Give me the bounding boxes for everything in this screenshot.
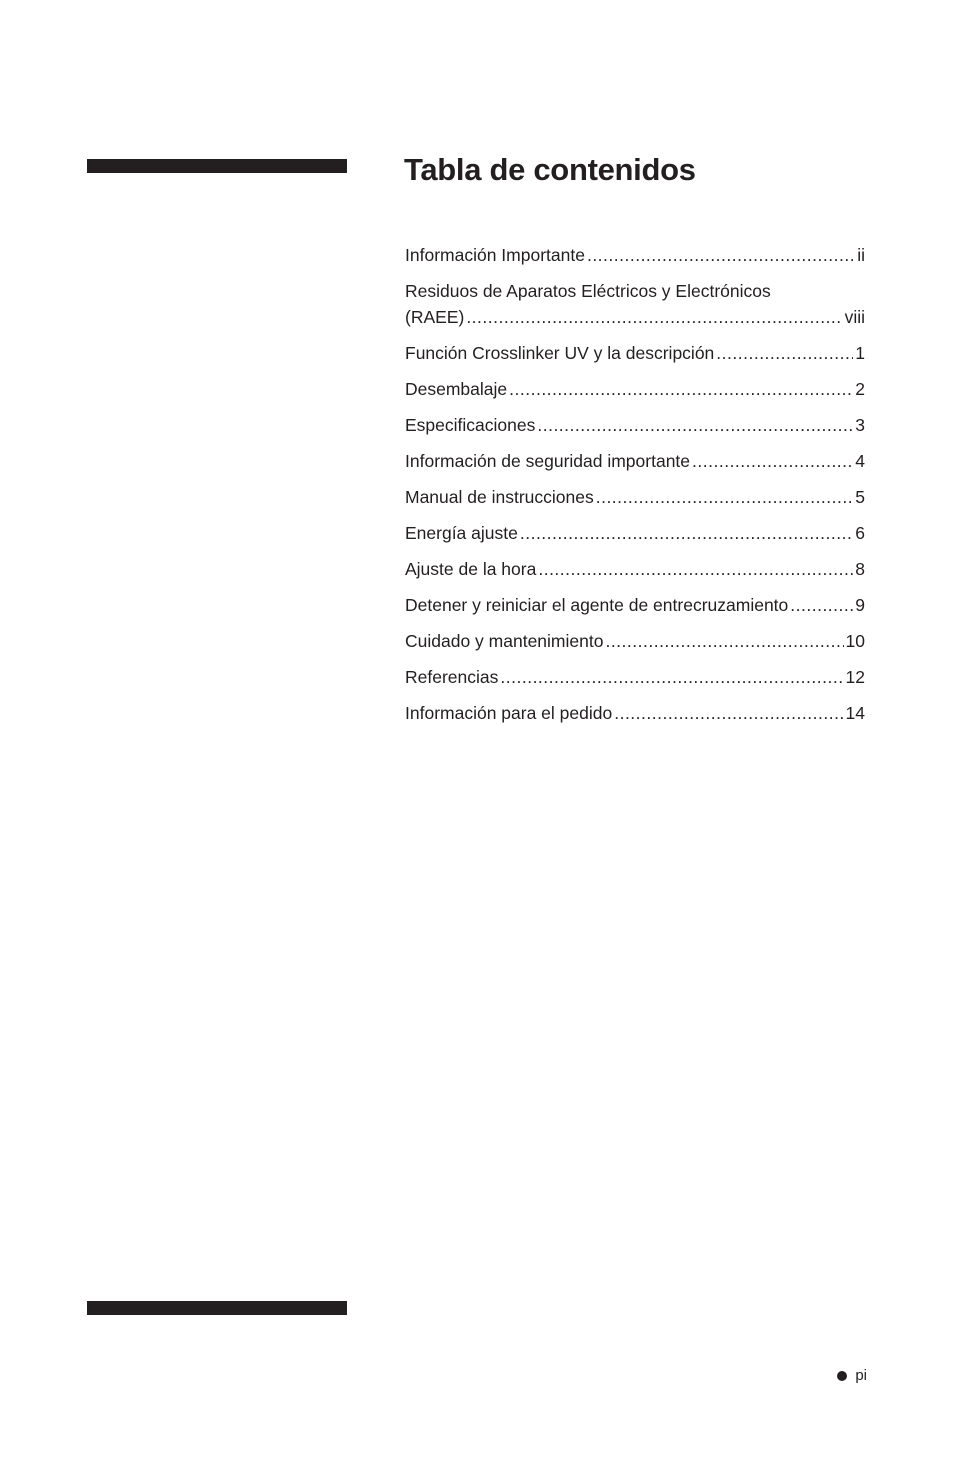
dot-leader <box>605 628 843 654</box>
dot-leader <box>790 592 853 618</box>
toc-item-label: Manual de instrucciones <box>405 487 594 507</box>
dot-leader <box>509 376 853 402</box>
bullet-icon <box>837 1371 847 1381</box>
toc-item-page: ii <box>857 245 865 265</box>
toc-item[interactable] <box>405 242 865 268</box>
toc-item-page: viii <box>844 307 865 327</box>
toc-item[interactable] <box>405 376 865 402</box>
toc-item-page: 6 <box>855 523 865 543</box>
toc-item-label-line1: Residuos de Aparatos Eléctricos y Electrónicos <box>405 281 771 301</box>
toc-item-page: 3 <box>855 415 865 435</box>
toc-item[interactable] <box>405 664 865 690</box>
toc-item-label: Especificaciones <box>405 415 536 435</box>
toc-item-label: Detener y reiniciar el agente de entrecruzamiento <box>405 595 789 615</box>
toc-item-label: Información para el pedido <box>405 703 613 723</box>
toc-item-page: 10 <box>845 631 865 651</box>
toc-item-label: Referencias <box>405 667 499 687</box>
toc-item-label: Información de seguridad importante <box>405 451 691 471</box>
top-rule <box>87 159 347 173</box>
toc-item-label: Energía ajuste <box>405 523 518 543</box>
toc-item-label: Ajuste de la hora <box>405 559 537 579</box>
bottom-rule <box>87 1301 347 1315</box>
toc-item-label: Desembalaje <box>405 379 508 399</box>
toc-item-page: 4 <box>855 451 865 471</box>
dot-leader <box>466 304 842 330</box>
toc-item[interactable] <box>405 412 865 438</box>
toc-item-label: Información Importante <box>405 245 585 265</box>
toc-item[interactable] <box>405 520 865 546</box>
toc-item-page: 8 <box>855 559 865 579</box>
toc-item-page: 2 <box>855 379 865 399</box>
page-footer <box>837 1367 867 1384</box>
toc-item[interactable] <box>405 628 865 654</box>
toc-item[interactable] <box>405 278 865 330</box>
toc-item-page: 9 <box>855 595 865 615</box>
toc-item[interactable] <box>405 484 865 510</box>
toc-item-label: Función Crosslinker UV y la descripción <box>405 343 715 363</box>
toc-item-label: (RAEE) <box>405 307 465 327</box>
dot-leader <box>596 484 854 510</box>
dot-leader <box>692 448 853 474</box>
toc-item-page: 1 <box>855 343 865 363</box>
toc-item-page: 12 <box>845 667 865 687</box>
toc-item[interactable] <box>405 592 865 618</box>
dot-leader <box>538 556 853 582</box>
page-number: pi <box>855 1367 867 1384</box>
dot-leader <box>587 242 855 268</box>
dot-leader <box>500 664 843 690</box>
toc-item-page: 14 <box>845 703 865 723</box>
toc-item-label: Cuidado y mantenimiento <box>405 631 604 651</box>
page-title: Tabla de contenidos <box>404 152 696 187</box>
toc-item[interactable] <box>405 556 865 582</box>
toc-item[interactable] <box>405 340 865 366</box>
dot-leader <box>537 412 853 438</box>
toc-item[interactable] <box>405 700 865 726</box>
dot-leader <box>520 520 853 546</box>
table-of-contents <box>405 242 865 736</box>
dot-leader <box>716 340 853 366</box>
toc-item-page: 5 <box>855 487 865 507</box>
toc-item[interactable] <box>405 448 865 474</box>
dot-leader <box>614 700 843 726</box>
